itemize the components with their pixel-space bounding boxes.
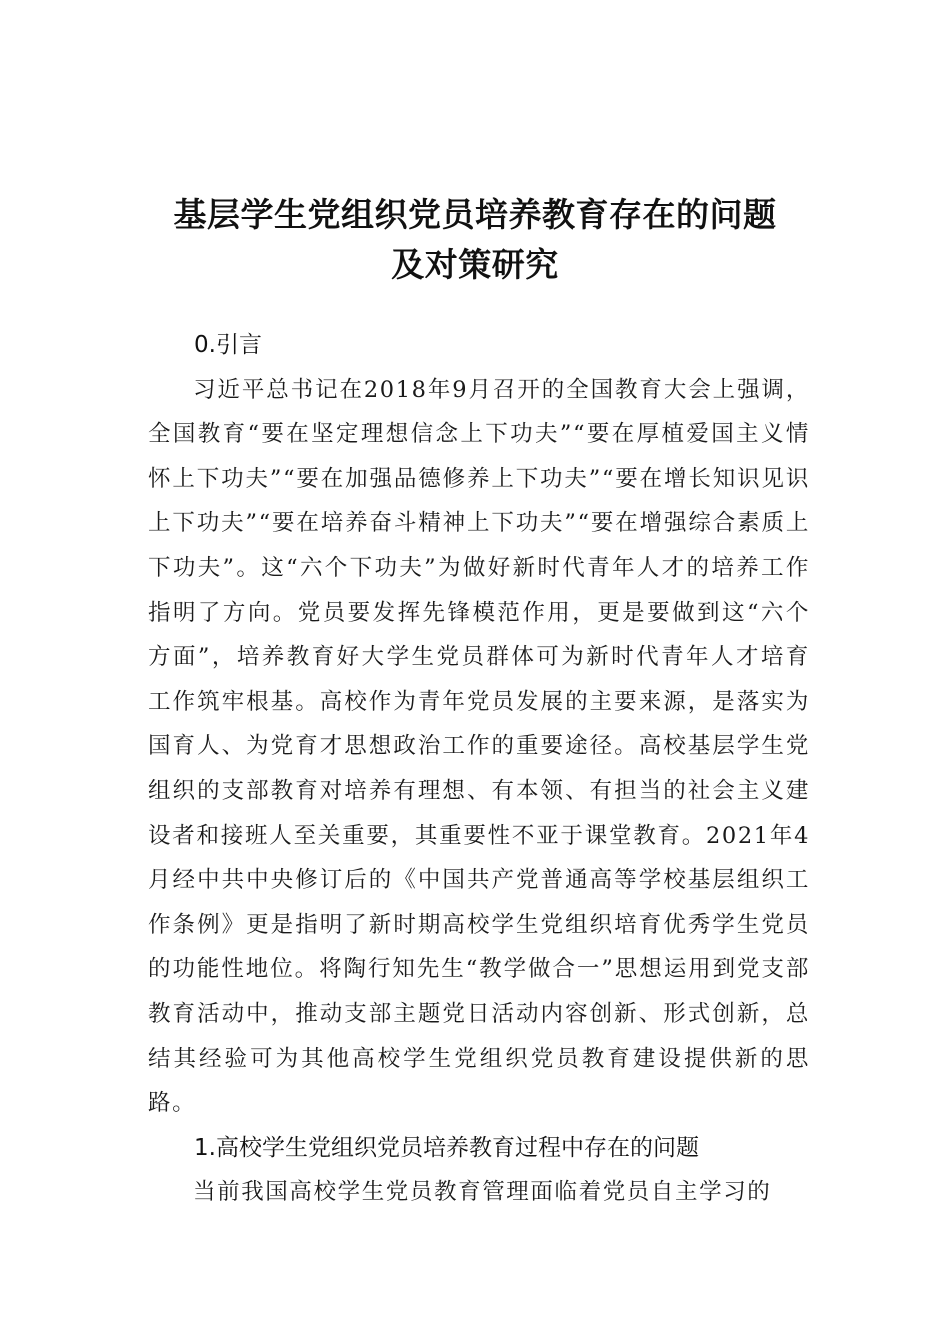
problems-paragraph: 当前我国高校学生党员教育管理面临着党员自主学习的 — [193, 1179, 772, 1206]
document-title — [100, 190, 850, 290]
title-line-1: 基层学生党组织党员培养教育存在的问题 — [173, 195, 777, 235]
section-heading-introduction: 0.引言 — [194, 332, 262, 358]
introduction-paragraph: 习近平总书记在2018年9月召开的全国教育大会上强调，全国教育“要在坚定理想信念上下功夫”“要在厚植爱国主义情怀上下功夫”“要在加强品德修养上下功夫”“要在增长知识见识上下功夫”“要在培养奋斗精神上下功夫”“要在增强综合素质上下功夫”。这“六个下功夫”为做好新时代青年人才的培养工作指明了方向。党员要发挥先锋模范作用，更是要做到这“六个方面”，培养教育好大学生党员群体可为新时代青年人才培育工作筑牢根基。高校作为青年党员发展的主要来源，是落实为国育人、为党育才思想政治工作的重要途径。高校基层学生党组织的支部教育对培养有理想、有本领、有担当的社会主义建设者和接班人至关重要，其重要性不亚于课堂教育。2021年4月经中共中央修订后的《中国共产党普通高等学校基层组织工作条例》更是指明了新时期高校学生党组织培育优秀学生党员的功能性地位。将陶行知先生“教学做合一”思想运用到党支部教育活动中，推动支部主题党日活动内容创新、形式创新，总结其经验可为其他高校学生党组织党员教育建设提供新的思路。 — [148, 376, 810, 1117]
section-heading-problems: 1.高校学生党组织党员培养教育过程中存在的问题 — [194, 1134, 699, 1161]
document-body — [148, 323, 810, 1215]
title-line-2: 及对策研究 — [391, 245, 559, 285]
